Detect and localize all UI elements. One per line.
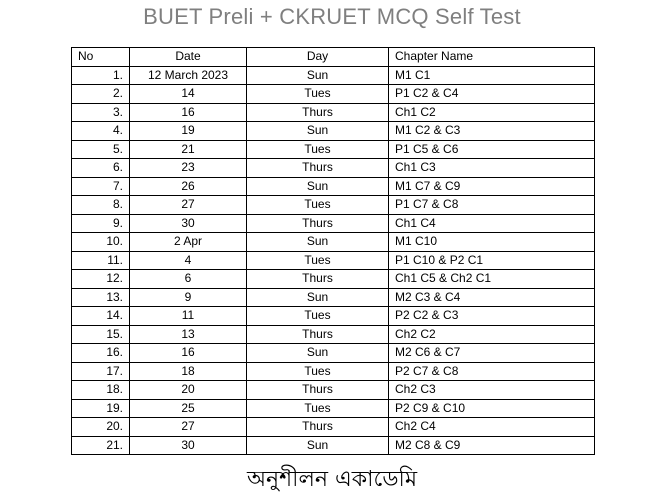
row-chapter: P1 C5 & C6 bbox=[389, 140, 595, 159]
row-day: Sun bbox=[247, 436, 389, 455]
row-chapter: P1 C2 & C4 bbox=[389, 85, 595, 104]
table-row bbox=[72, 436, 595, 455]
column-header-chapter: Chapter Name bbox=[389, 48, 595, 67]
table-row bbox=[72, 362, 595, 381]
row-date: 30 bbox=[130, 214, 247, 233]
row-number: 15. bbox=[72, 325, 130, 344]
row-number: 4. bbox=[72, 122, 130, 141]
row-chapter: P2 C2 & C3 bbox=[389, 307, 595, 326]
row-chapter: P2 C9 & C10 bbox=[389, 399, 595, 418]
row-chapter: P1 C7 & C8 bbox=[389, 196, 595, 215]
row-chapter: Ch2 C3 bbox=[389, 381, 595, 400]
row-number: 16. bbox=[72, 344, 130, 363]
row-chapter: M1 C2 & C3 bbox=[389, 122, 595, 141]
row-chapter: M2 C3 & C4 bbox=[389, 288, 595, 307]
row-number: 3. bbox=[72, 103, 130, 122]
row-number: 9. bbox=[72, 214, 130, 233]
row-number: 8. bbox=[72, 196, 130, 215]
row-date: 13 bbox=[130, 325, 247, 344]
row-date: 4 bbox=[130, 251, 247, 270]
table-row bbox=[72, 85, 595, 104]
row-number: 17. bbox=[72, 362, 130, 381]
row-date: 21 bbox=[130, 140, 247, 159]
row-chapter: Ch1 C2 bbox=[389, 103, 595, 122]
table-row bbox=[72, 251, 595, 270]
schedule-table bbox=[71, 47, 595, 455]
row-day: Thurs bbox=[247, 103, 389, 122]
row-day: Thurs bbox=[247, 381, 389, 400]
row-day: Tues bbox=[247, 196, 389, 215]
table-row bbox=[72, 381, 595, 400]
row-day: Tues bbox=[247, 399, 389, 418]
row-day: Thurs bbox=[247, 270, 389, 289]
row-date: 14 bbox=[130, 85, 247, 104]
row-day: Tues bbox=[247, 140, 389, 159]
row-number: 1. bbox=[72, 66, 130, 85]
table-row bbox=[72, 140, 595, 159]
row-number: 20. bbox=[72, 418, 130, 437]
row-chapter: M1 C10 bbox=[389, 233, 595, 252]
row-number: 21. bbox=[72, 436, 130, 455]
row-day: Sun bbox=[247, 122, 389, 141]
row-number: 2. bbox=[72, 85, 130, 104]
row-date: 19 bbox=[130, 122, 247, 141]
table-row bbox=[72, 307, 595, 326]
row-day: Sun bbox=[247, 288, 389, 307]
row-day: Thurs bbox=[247, 418, 389, 437]
row-date: 20 bbox=[130, 381, 247, 400]
table-row bbox=[72, 270, 595, 289]
row-day: Sun bbox=[247, 177, 389, 196]
table-row bbox=[72, 66, 595, 85]
row-chapter: M1 C1 bbox=[389, 66, 595, 85]
row-number: 5. bbox=[72, 140, 130, 159]
table-row bbox=[72, 418, 595, 437]
row-date: 25 bbox=[130, 399, 247, 418]
table-row bbox=[72, 288, 595, 307]
row-day: Tues bbox=[247, 85, 389, 104]
table-row bbox=[72, 325, 595, 344]
table-body bbox=[72, 66, 595, 455]
row-day: Tues bbox=[247, 251, 389, 270]
row-number: 10. bbox=[72, 233, 130, 252]
row-date: 18 bbox=[130, 362, 247, 381]
row-number: 12. bbox=[72, 270, 130, 289]
row-date: 16 bbox=[130, 344, 247, 363]
row-number: 19. bbox=[72, 399, 130, 418]
table-header-row bbox=[72, 48, 595, 67]
table-row bbox=[72, 177, 595, 196]
row-date: 6 bbox=[130, 270, 247, 289]
row-chapter: P2 C7 & C8 bbox=[389, 362, 595, 381]
column-header-day: Day bbox=[247, 48, 389, 67]
table-row bbox=[72, 196, 595, 215]
row-chapter: Ch1 C4 bbox=[389, 214, 595, 233]
row-chapter: M1 C7 & C9 bbox=[389, 177, 595, 196]
row-number: 7. bbox=[72, 177, 130, 196]
column-header-no: No bbox=[72, 48, 130, 67]
row-chapter: Ch2 C4 bbox=[389, 418, 595, 437]
row-day: Thurs bbox=[247, 214, 389, 233]
table-row bbox=[72, 233, 595, 252]
table-row bbox=[72, 122, 595, 141]
row-day: Tues bbox=[247, 362, 389, 381]
row-date: 16 bbox=[130, 103, 247, 122]
row-date: 11 bbox=[130, 307, 247, 326]
row-chapter: P1 C10 & P2 C1 bbox=[389, 251, 595, 270]
row-day: Thurs bbox=[247, 325, 389, 344]
row-chapter: Ch1 C5 & Ch2 C1 bbox=[389, 270, 595, 289]
row-chapter: Ch1 C3 bbox=[389, 159, 595, 178]
table-row bbox=[72, 159, 595, 178]
row-number: 13. bbox=[72, 288, 130, 307]
column-header-date: Date bbox=[130, 48, 247, 67]
row-number: 18. bbox=[72, 381, 130, 400]
row-date: 2 Apr bbox=[130, 233, 247, 252]
academy-name: অনুশীলন একাডেমি bbox=[246, 467, 418, 492]
row-chapter: M2 C6 & C7 bbox=[389, 344, 595, 363]
row-number: 6. bbox=[72, 159, 130, 178]
row-date: 23 bbox=[130, 159, 247, 178]
row-day: Tues bbox=[247, 307, 389, 326]
row-date: 9 bbox=[130, 288, 247, 307]
row-day: Sun bbox=[247, 233, 389, 252]
row-date: 30 bbox=[130, 436, 247, 455]
row-chapter: M2 C8 & C9 bbox=[389, 436, 595, 455]
row-chapter: Ch2 C2 bbox=[389, 325, 595, 344]
row-date: 27 bbox=[130, 418, 247, 437]
row-day: Thurs bbox=[247, 159, 389, 178]
table-row bbox=[72, 214, 595, 233]
row-date: 12 March 2023 bbox=[130, 66, 247, 85]
row-day: Sun bbox=[247, 66, 389, 85]
row-number: 14. bbox=[72, 307, 130, 326]
table-row bbox=[72, 103, 595, 122]
row-date: 26 bbox=[130, 177, 247, 196]
row-date: 27 bbox=[130, 196, 247, 215]
table-row bbox=[72, 344, 595, 363]
page-title: BUET Preli + CKRUET MCQ Self Test bbox=[143, 4, 521, 29]
table-row bbox=[72, 399, 595, 418]
row-day: Sun bbox=[247, 344, 389, 363]
row-number: 11. bbox=[72, 251, 130, 270]
